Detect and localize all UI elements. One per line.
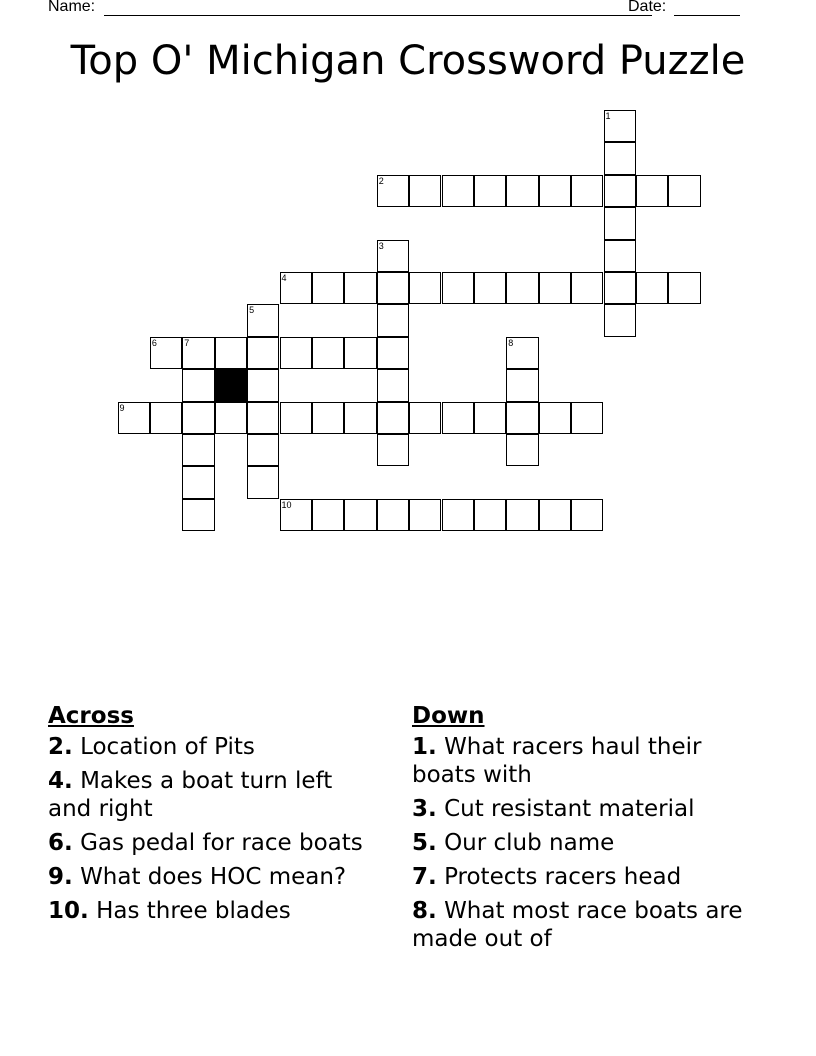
- cell-number: 4: [281, 273, 287, 283]
- across-clue-list: [48, 733, 378, 925]
- grid-cell[interactable]: [474, 272, 506, 304]
- clue-text: Protects racers head: [444, 864, 682, 890]
- grid-cell[interactable]: [604, 175, 636, 207]
- clue-number: 8.: [412, 898, 437, 924]
- grid-cell[interactable]: [312, 402, 344, 434]
- grid-cell[interactable]: [539, 175, 571, 207]
- clue-number: 6.: [48, 830, 73, 856]
- cell-number: 3: [378, 240, 384, 251]
- clue-number: 7.: [412, 864, 437, 890]
- grid-cell[interactable]: [150, 402, 182, 434]
- grid-cell[interactable]: [247, 337, 279, 369]
- grid-cell[interactable]: [506, 499, 538, 531]
- clue-text: Gas pedal for race boats: [80, 830, 363, 856]
- clue-text: Cut resistant material: [444, 796, 695, 822]
- grid-cell[interactable]: [377, 369, 409, 401]
- grid-cell[interactable]: [312, 499, 344, 531]
- across-heading: Across: [48, 703, 134, 729]
- grid-cell[interactable]: [312, 272, 344, 304]
- grid-cell[interactable]: [474, 499, 506, 531]
- grid-cell[interactable]: [571, 175, 603, 207]
- grid-cell[interactable]: [571, 272, 603, 304]
- cell-number: 2: [378, 175, 384, 186]
- grid-cell[interactable]: [506, 434, 538, 466]
- across-clue: [48, 897, 378, 925]
- grid-cell[interactable]: [247, 402, 279, 434]
- date-label: Date:: [628, 0, 667, 15]
- cell-number: 1: [605, 111, 611, 121]
- grid-cell[interactable]: [442, 499, 474, 531]
- grid-cell[interactable]: [506, 337, 538, 369]
- down-clue-list: [412, 733, 752, 953]
- grid-cell[interactable]: [247, 466, 279, 498]
- cell-number: 8: [508, 337, 514, 348]
- grid-cell[interactable]: [377, 175, 409, 207]
- across-clue: [48, 863, 378, 891]
- clue-text: Location of Pits: [80, 734, 255, 760]
- grid-cell[interactable]: [506, 175, 538, 207]
- grid-cell[interactable]: [280, 272, 312, 304]
- cell-number: 7: [184, 337, 190, 348]
- grid-cell[interactable]: [182, 369, 214, 401]
- grid-cell[interactable]: [474, 175, 506, 207]
- grid-cell[interactable]: [571, 402, 603, 434]
- grid-cell[interactable]: [247, 434, 279, 466]
- grid-cell[interactable]: [377, 272, 409, 304]
- grid-cell[interactable]: [377, 337, 409, 369]
- grid-cell[interactable]: [571, 499, 603, 531]
- clue-text: What most race boats are made out of: [412, 898, 743, 952]
- clue-number: 9.: [48, 864, 73, 890]
- grid-cell[interactable]: [344, 337, 376, 369]
- grid-cell[interactable]: [506, 402, 538, 434]
- grid-cell[interactable]: [636, 272, 668, 304]
- clue-number: 2.: [48, 734, 73, 760]
- grid-cell[interactable]: [442, 175, 474, 207]
- grid-cell[interactable]: [377, 402, 409, 434]
- grid-cell[interactable]: [604, 240, 636, 272]
- grid-cell[interactable]: [182, 466, 214, 498]
- grid-cell[interactable]: [604, 142, 636, 174]
- grid-cell[interactable]: [280, 499, 312, 531]
- grid-cell[interactable]: [312, 337, 344, 369]
- grid-cell[interactable]: [409, 402, 441, 434]
- name-label: Name:: [48, 0, 96, 15]
- grid-cell[interactable]: [506, 272, 538, 304]
- grid-cell[interactable]: [344, 272, 376, 304]
- grid-cell[interactable]: [377, 304, 409, 336]
- across-clue: [48, 829, 378, 857]
- cell-number: 10: [281, 499, 292, 510]
- grid-cell[interactable]: [604, 304, 636, 336]
- clue-number: 10.: [48, 898, 89, 924]
- grid-cell[interactable]: [539, 499, 571, 531]
- down-clue: [412, 863, 752, 891]
- grid-cell[interactable]: [409, 499, 441, 531]
- grid-cell[interactable]: [182, 434, 214, 466]
- clue-text: What racers haul their boats with: [412, 734, 702, 788]
- grid-cell[interactable]: [668, 272, 700, 304]
- grid-cell[interactable]: [182, 402, 214, 434]
- grid-cell[interactable]: [344, 402, 376, 434]
- grid-cell[interactable]: [280, 337, 312, 369]
- clue-number: 4.: [48, 768, 73, 794]
- cell-number: 6: [151, 337, 157, 348]
- grid-cell[interactable]: [280, 402, 312, 434]
- grid-cell[interactable]: [409, 272, 441, 304]
- grid-cell[interactable]: [409, 175, 441, 207]
- down-clues: [412, 702, 752, 959]
- grid-cell[interactable]: [344, 499, 376, 531]
- clue-number: 1.: [412, 734, 437, 760]
- clue-text: Makes a boat turn left and right: [48, 768, 333, 822]
- across-clues: [48, 702, 378, 931]
- grid-cell[interactable]: [668, 175, 700, 207]
- across-clue: [48, 733, 378, 761]
- down-clue: [412, 897, 752, 953]
- grid-cell[interactable]: [182, 499, 214, 531]
- grid-block: [215, 369, 247, 401]
- grid-cell[interactable]: [215, 402, 247, 434]
- grid-cell[interactable]: [474, 402, 506, 434]
- grid-cell[interactable]: [118, 402, 150, 434]
- grid-cell[interactable]: [604, 110, 636, 142]
- grid-cell[interactable]: [247, 304, 279, 336]
- down-clue: [412, 829, 752, 857]
- grid-cell[interactable]: [182, 337, 214, 369]
- grid-cell[interactable]: [377, 240, 409, 272]
- grid-cell[interactable]: [150, 337, 182, 369]
- grid-cell[interactable]: [604, 207, 636, 239]
- clue-text: Our club name: [444, 830, 615, 856]
- clue-number: 5.: [412, 830, 437, 856]
- clue-number: 3.: [412, 796, 437, 822]
- grid-cell[interactable]: [215, 337, 247, 369]
- grid-cell[interactable]: [442, 402, 474, 434]
- cell-number: 9: [119, 402, 125, 413]
- grid-cell[interactable]: [506, 369, 538, 401]
- page-title: Top O' Michigan Crossword Puzzle: [70, 38, 746, 84]
- across-clue: [48, 767, 378, 823]
- down-clue: [412, 733, 752, 789]
- grid-cell[interactable]: [442, 272, 474, 304]
- down-heading: Down: [412, 703, 485, 729]
- grid-cell[interactable]: [604, 272, 636, 304]
- down-clue: [412, 795, 752, 823]
- grid-cell[interactable]: [247, 369, 279, 401]
- clue-text: What does HOC mean?: [80, 864, 347, 890]
- grid-cell[interactable]: [636, 175, 668, 207]
- grid-cell[interactable]: [377, 434, 409, 466]
- grid-cell[interactable]: [539, 402, 571, 434]
- grid-cell[interactable]: [539, 272, 571, 304]
- clue-text: Has three blades: [96, 898, 291, 924]
- cell-number: 5: [249, 305, 255, 316]
- grid-cell[interactable]: [377, 499, 409, 531]
